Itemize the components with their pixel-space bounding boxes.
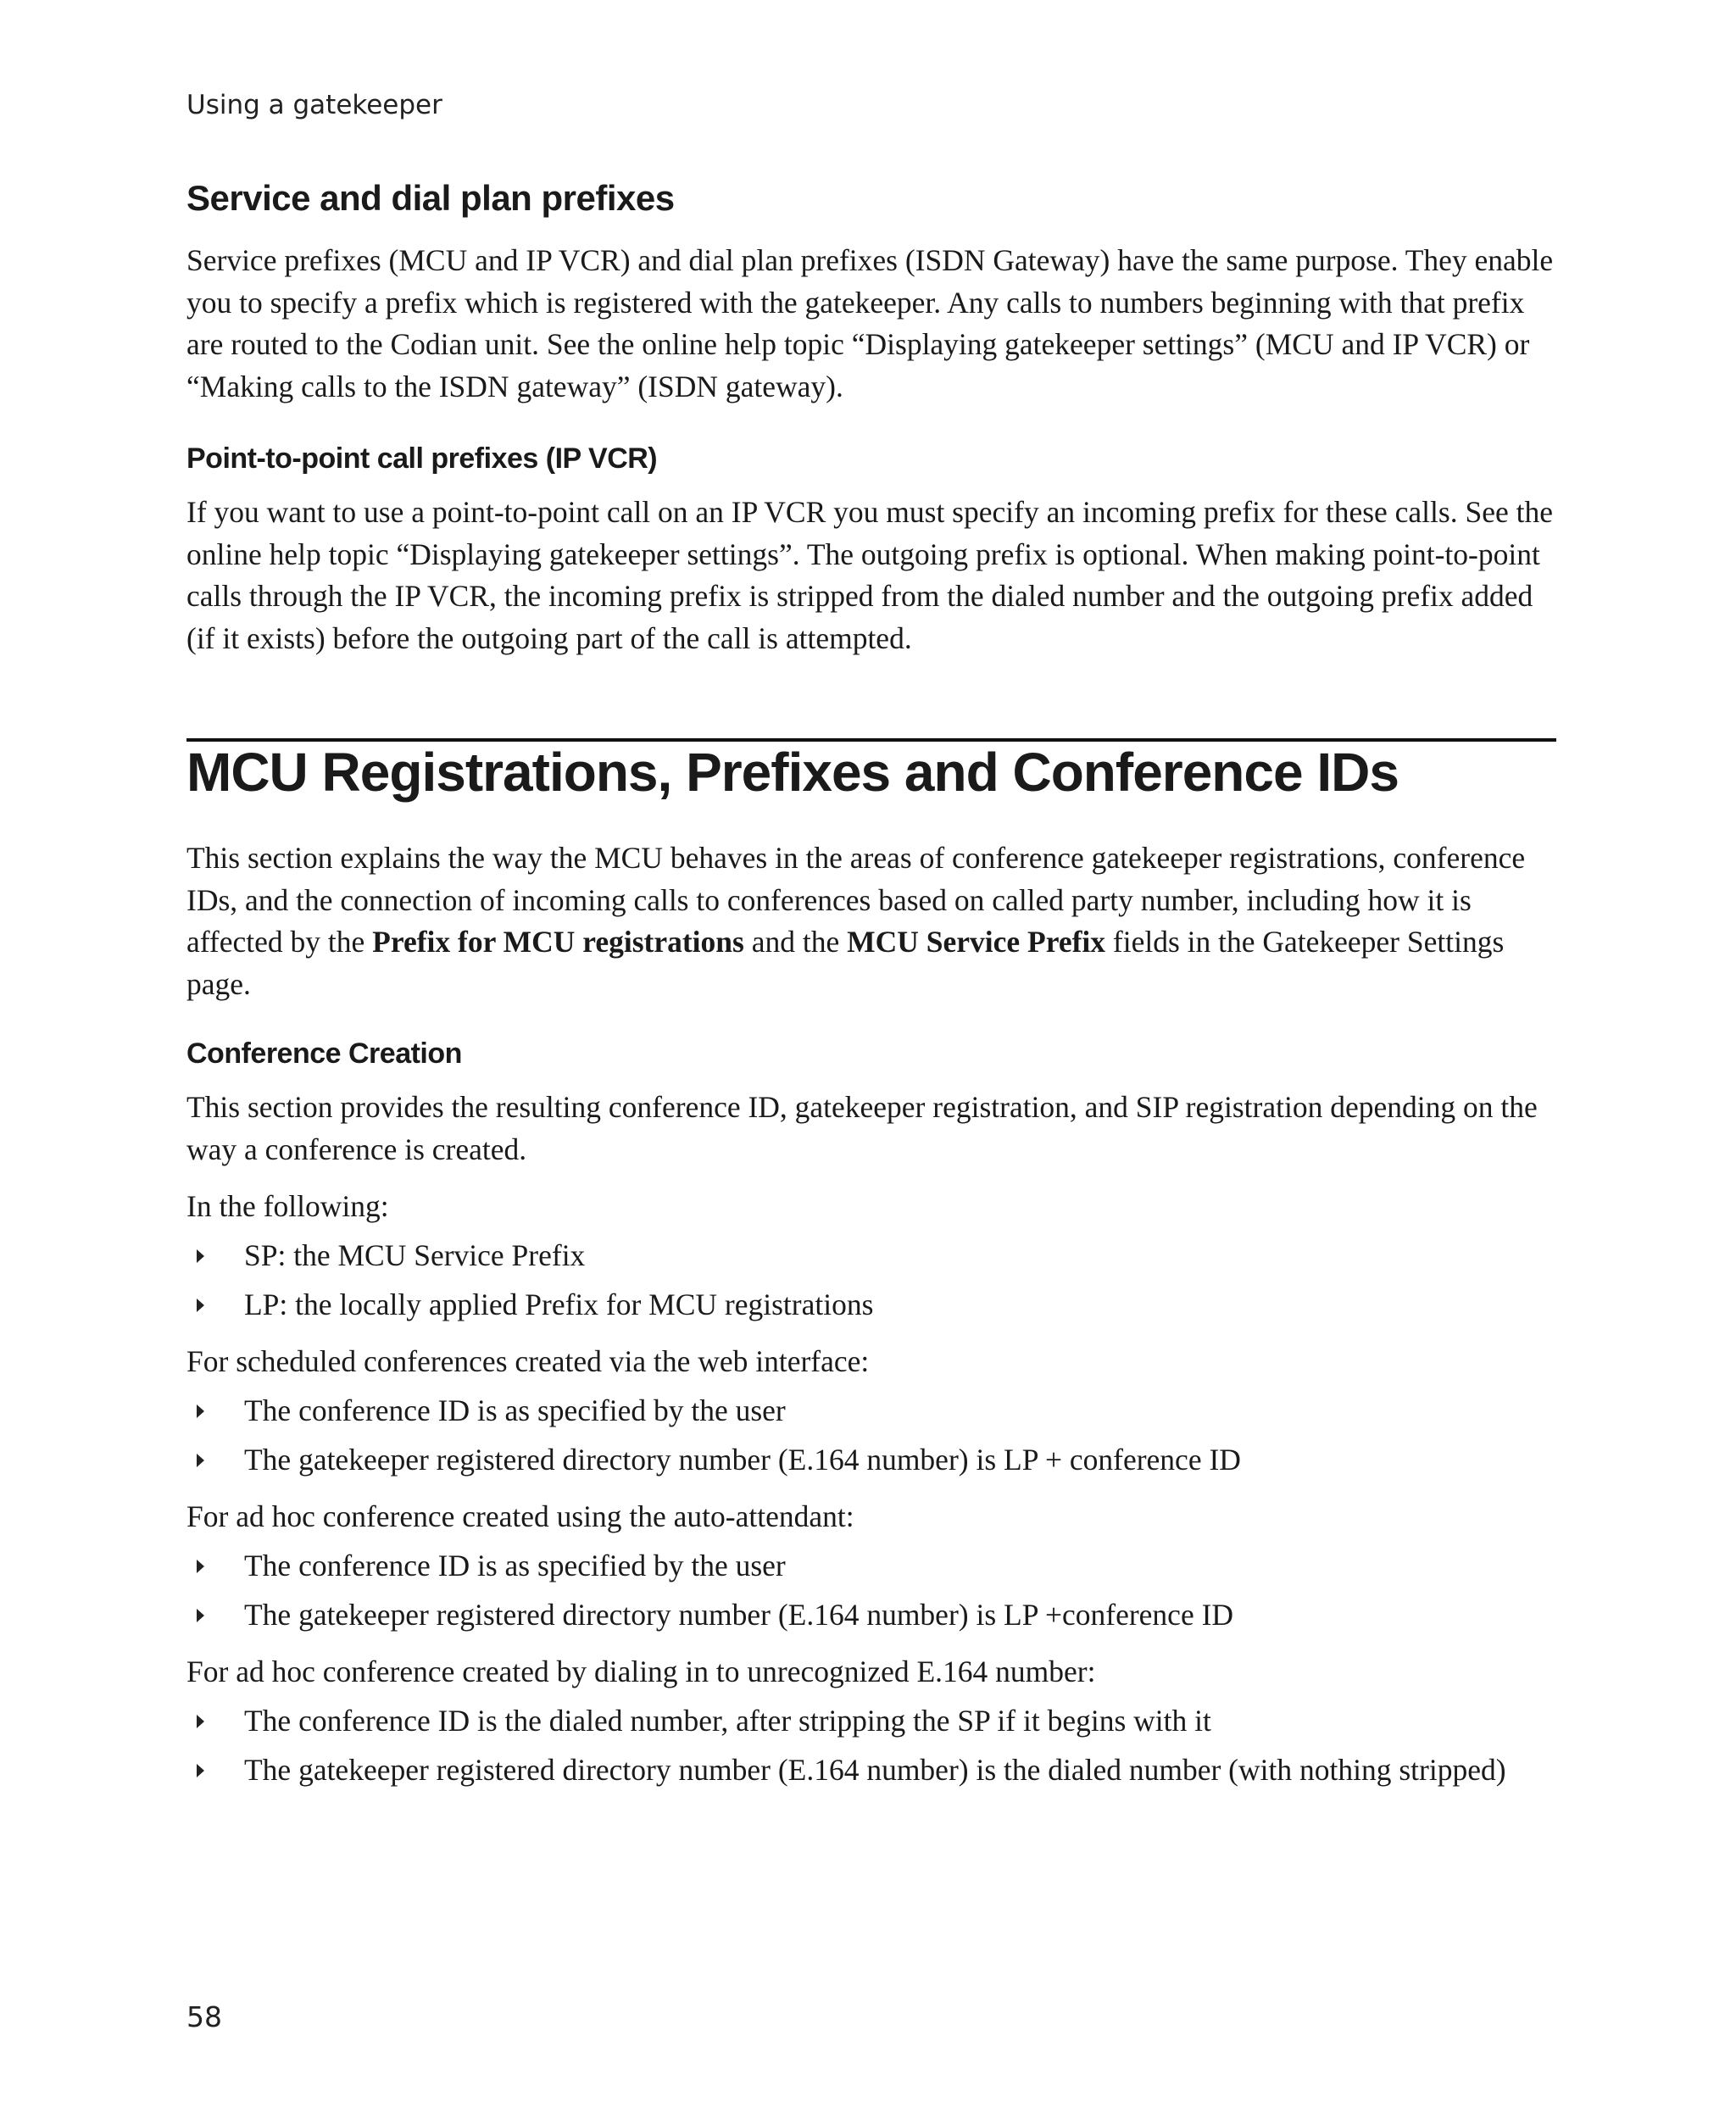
bullet-triangle-icon	[197, 1560, 204, 1573]
bullet-triangle-icon	[197, 1609, 204, 1622]
conference-creation-paragraph: This section provides the resulting conference ID, gatekeeper registration, and SIP registration depending on the way a conference is created.	[186, 1090, 1538, 1166]
intro-bold-prefix-field: Prefix for MCU registrations	[372, 925, 744, 959]
autoattendant-label: For ad hoc conference created using the auto-attendant:	[186, 1499, 854, 1533]
list-item: The gatekeeper registered directory number (E.164 number) is LP +conference ID	[186, 1594, 1556, 1637]
page-number: 58	[186, 2000, 222, 2033]
intro-bold-service-prefix-field: MCU Service Prefix	[847, 925, 1106, 959]
bullet-triangle-icon	[197, 1715, 204, 1728]
scheduled-label: For scheduled conferences created via the web interface:	[186, 1344, 870, 1378]
bullet-triangle-icon	[197, 1764, 204, 1777]
bullet-triangle-icon	[197, 1299, 204, 1312]
definitions-list	[186, 1235, 1556, 1332]
intro-text-1: This section explains the way the MCU behaves in the areas of conference gatekeeper registrations, conference IDs, and the connection of incoming calls to conferences based on called party number, including how it is affected by the	[186, 841, 1526, 959]
list-item: The gatekeeper registered directory number (E.164 number) is LP + conference ID	[186, 1439, 1556, 1482]
list-item: The conference ID is the dialed number, after stripping the SP if it begins with it	[186, 1700, 1556, 1743]
list-item: LP: the locally applied Prefix for MCU registrations	[186, 1284, 1556, 1326]
intro-text-3: fields in the Gatekeeper Settings page.	[186, 925, 1505, 1001]
dialin-list	[186, 1700, 1556, 1797]
scheduled-list	[186, 1390, 1556, 1488]
section-heading-point-to-point: Point-to-point call prefixes (IP VCR)	[186, 442, 658, 475]
point-to-point-paragraph: If you want to use a point-to-point call on an IP VCR you must specify an incoming prefix for these calls. See the online help topic “Displaying gatekeeper settings”. The outgoing prefix is optional. When making point-to-point calls through the IP VCR, the incoming prefix is stripped from the dialed number and the outgoing prefix added (if it exists) before the outgoing part of the call is attempted.	[186, 495, 1553, 655]
section-heading-conference-creation: Conference Creation	[186, 1037, 462, 1070]
list-item: The conference ID is as specified by the user	[186, 1545, 1556, 1588]
chapter-intro-paragraph	[186, 837, 1556, 1005]
document-page	[186, 0, 1556, 2119]
bullet-triangle-icon	[197, 1404, 204, 1418]
bullet-triangle-icon	[197, 1249, 204, 1263]
section-heading-service-prefixes: Service and dial plan prefixes	[186, 178, 675, 218]
running-header: Using a gatekeeper	[186, 90, 442, 120]
service-prefixes-paragraph: Service prefixes (MCU and IP VCR) and dial plan prefixes (ISDN Gateway) have the same purpose. They enable you to specify a prefix which is registered with the gatekeeper. Any calls to numbers beginning with that prefix are routed to the Codian unit. See the online help topic “Displaying gatekeeper settings” (MCU and IP VCR) or “Making calls to the ISDN gateway” (ISDN gateway).	[186, 243, 1554, 403]
dialin-label: For ad hoc conference created by dialing in to unrecognized E.164 number:	[186, 1655, 1096, 1688]
autoattendant-list	[186, 1545, 1556, 1643]
list-item: The gatekeeper registered directory number (E.164 number) is the dialed number (with nothing stripped)	[186, 1749, 1556, 1790]
list-item: SP: the MCU Service Prefix	[186, 1235, 1556, 1277]
list-item: The conference ID is as specified by the user	[186, 1390, 1556, 1432]
bullet-triangle-icon	[197, 1454, 204, 1467]
intro-text-2: and the	[743, 925, 848, 959]
chapter-title: MCU Registrations, Prefixes and Conference IDs	[186, 742, 1399, 803]
following-label: In the following:	[186, 1189, 389, 1223]
